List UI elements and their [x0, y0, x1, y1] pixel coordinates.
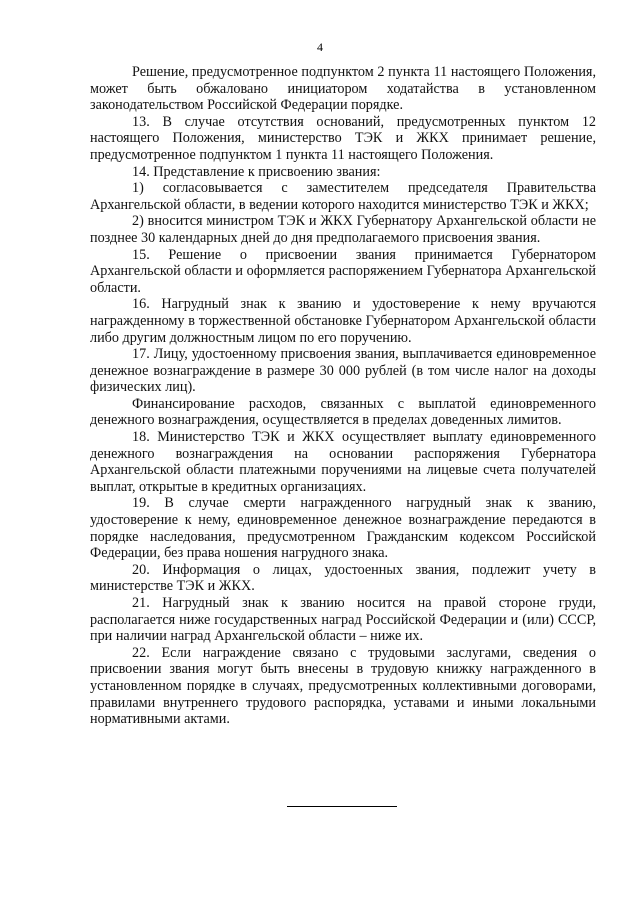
document-body — [90, 64, 596, 728]
paragraph-financing: Финансирование расходов, связанных с выплатой единовременного денежного вознаграждения, осуществляется в пределах доведенных лимитов. — [90, 395, 596, 429]
paragraph-14-2: 2) вносится министром ТЭК и ЖКХ Губернатору Архангельской области не позднее 30 календарных дней до дня предполагаемого присвоения звания. — [90, 213, 596, 246]
paragraph-22: 22. Если награждение связано с трудовыми заслугами, сведения о присвоении звания могут быть внесены в трудовую книжку награжденного в установленном порядке в случаях, предусмотренных коллективными договорами, правилами внутреннего трудового распорядка, уставами и иными локальными нормативными актами. — [90, 644, 596, 728]
end-separator-line — [287, 806, 397, 807]
paragraph-appeal: Решение, предусмотренное подпунктом 2 пункта 11 настоящего Положения, может быть обжаловано инициатором ходатайства в установленном законодательством Российской Федерации порядке. — [90, 64, 596, 114]
paragraph-20: 20. Информация о лицах, удостоенных звания, подлежит учету в министерстве ТЭК и ЖКХ. — [90, 561, 596, 595]
paragraph-18: 18. Министерство ТЭК и ЖКХ осуществляет выплату единовременного денежного вознаграждения на основании распоряжения Губернатора Архангельской области платежными поручениями на лицевые счета получателей выплат, открытые в кредитных организациях. — [90, 429, 596, 495]
page-number: 4 — [317, 40, 323, 54]
paragraph-13: 13. В случае отсутствия оснований, предусмотренных пунктом 12 настоящего Положения, министерство ТЭК и ЖКХ принимает решение, предусмотренное подпунктом 1 пункта 11 настоящего Положения. — [90, 113, 596, 163]
paragraph-15: 15. Решение о присвоении звания принимается Губернатором Архангельской области и оформляется распоряжением Губернатора Архангельской области. — [90, 246, 596, 296]
paragraph-19: 19. В случае смерти награжденного нагрудный знак к званию, удостоверение к нему, единовременное денежное вознаграждение передаются в порядке наследования, предусмотренном Гражданским кодексом Российской Федерации, без права ношения нагрудного знака. — [90, 495, 596, 562]
paragraph-14: 14. Представление к присвоению звания: — [132, 163, 381, 180]
paragraph-16: 16. Нагрудный знак к званию и удостоверение к нему вручаются награжденному в торжественной обстановке Губернатором Архангельской области либо другим должностным лицом по его поручению. — [90, 296, 596, 346]
paragraph-17: 17. Лицу, удостоенному присвоения звания, выплачивается единовременное денежное вознаграждение в размере 30 000 рублей (в том числе налог на доходы физических лиц). — [90, 346, 596, 396]
paragraph-14-1: 1) согласовывается с заместителем председателя Правительства Архангельской области, в ведении которого находится министерство ТЭК и ЖКХ; — [90, 180, 596, 213]
paragraph-21: 21. Нагрудный знак к званию носится на правой стороне груди, располагается ниже государственных наград Российской Федерации и (или) СССР, при наличии наград Архангельской области – ниже их. — [90, 595, 596, 645]
